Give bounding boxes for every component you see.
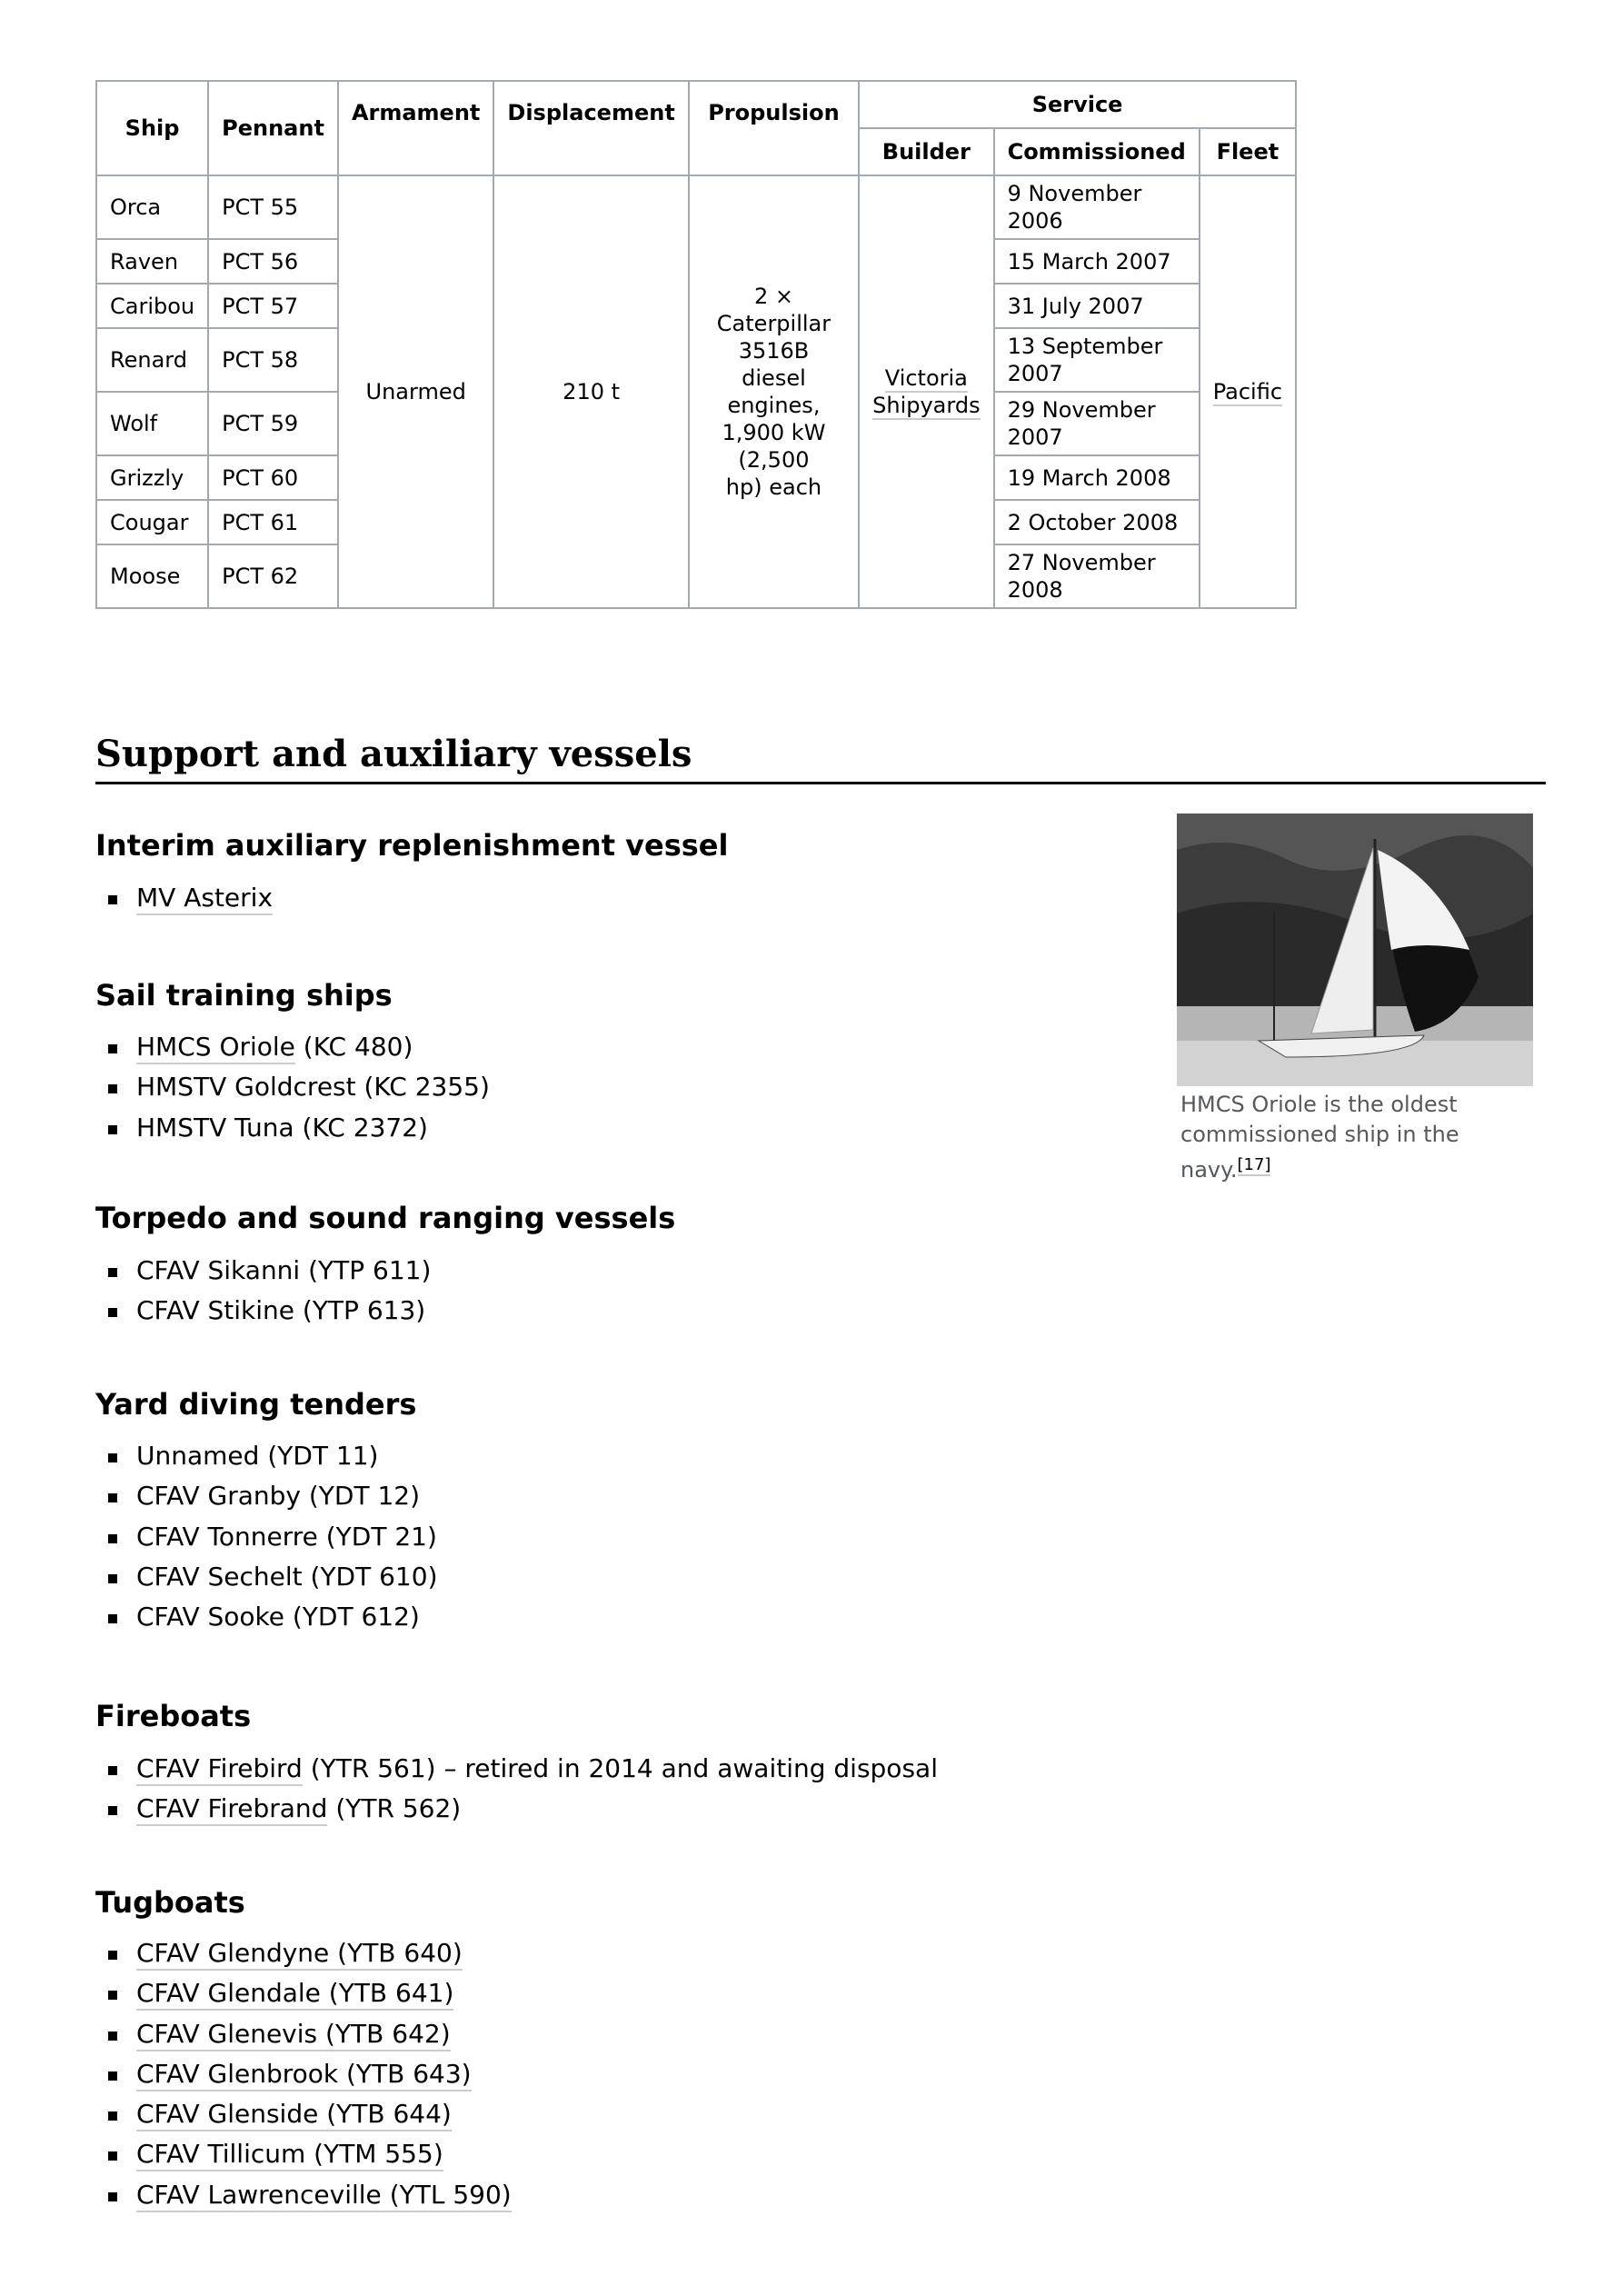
subheading-sail-training: Sail training ships: [95, 978, 393, 1013]
list-item: [136, 1108, 490, 1148]
pennant-cell: PCT 60: [208, 455, 338, 500]
bullet-icon: [108, 1308, 117, 1317]
builder-cell: [859, 175, 993, 608]
armament-cell: Unarmed: [338, 175, 493, 608]
subheading-tugboats: Tugboats: [95, 1885, 245, 1920]
commissioned-cell: 13 September 2007: [994, 328, 1200, 392]
ship-name-cell: Raven: [96, 239, 208, 284]
vessel-link[interactable]: CFAV Firebrand: [136, 1793, 327, 1826]
list-item: [136, 1749, 938, 1789]
bullet-icon: [108, 1453, 117, 1462]
list-diving-tenders: [136, 1436, 438, 1637]
ship-name-cell: Orca: [96, 175, 208, 239]
bullet-icon: [108, 2151, 117, 2161]
displacement-cell: 210 t: [493, 175, 688, 608]
list-item: [136, 1476, 438, 1516]
list-item: [136, 1973, 512, 2013]
header-propulsion: Propulsion: [689, 81, 859, 175]
list-sail-training: [136, 1027, 490, 1148]
vessel-text: Unnamed (YDT 11): [136, 1441, 379, 1471]
list-fireboats: [136, 1749, 938, 1830]
vessel-text: CFAV Sechelt (YDT 610): [136, 1561, 438, 1592]
vessel-text: (YTR 561) – retired in 2014 and awaiting disposal: [302, 1753, 938, 1783]
list-item: [136, 1517, 438, 1557]
header-ship: Ship: [96, 81, 208, 175]
vessel-text: HMSTV Tuna (KC 2372): [136, 1112, 428, 1143]
bullet-icon: [108, 1534, 117, 1543]
bullet-icon: [108, 1991, 117, 2000]
vessel-link[interactable]: CFAV Glendyne (YTB 640): [136, 1938, 463, 1971]
fleet-link[interactable]: Pacific: [1212, 379, 1283, 404]
commissioned-cell: 19 March 2008: [994, 455, 1200, 500]
bullet-icon: [108, 1044, 117, 1053]
list-item: [136, 1597, 438, 1637]
list-item: [136, 2054, 512, 2094]
list-item: [136, 2014, 512, 2054]
bullet-icon: [108, 1951, 117, 1960]
citation-link[interactable]: [17]: [1237, 1155, 1271, 1174]
pennant-cell: PCT 59: [208, 392, 338, 455]
pennant-cell: PCT 56: [208, 239, 338, 284]
list-item: [136, 2094, 512, 2134]
bullet-icon: [108, 1125, 117, 1134]
caption-text: HMCS Oriole is the oldest commissioned ship in the navy.: [1180, 1092, 1459, 1183]
vessel-link[interactable]: CFAV Lawrenceville (YTL 590): [136, 2180, 512, 2212]
ship-name-cell: Wolf: [96, 392, 208, 455]
pennant-cell: PCT 62: [208, 544, 338, 608]
header-fleet: Fleet: [1200, 128, 1296, 175]
pennant-cell: PCT 61: [208, 500, 338, 544]
vessel-link[interactable]: CFAV Glenside (YTB 644): [136, 2099, 452, 2131]
bullet-icon: [108, 1766, 117, 1775]
vessel-text: CFAV Granby (YDT 12): [136, 1481, 421, 1512]
bullet-icon: [108, 895, 117, 904]
list-item: [136, 1067, 490, 1107]
bullet-icon: [108, 1806, 117, 1815]
commissioned-cell: 29 November 2007: [994, 392, 1200, 455]
fleet-cell: [1200, 175, 1296, 608]
bullet-icon: [108, 1084, 117, 1093]
propulsion-cell: 2 × Caterpillar 3516B diesel engines, 1,900 kW (2,500 hp) each: [689, 175, 859, 608]
vessel-text: (YTR 562): [327, 1793, 462, 1824]
subheading-fireboats: Fireboats: [95, 1699, 252, 1733]
bullet-icon: [108, 1614, 117, 1623]
list-item: [136, 1027, 490, 1067]
header-armament: Armament: [338, 81, 493, 175]
vessel-text: (KC 480): [294, 1032, 413, 1062]
list-replenishment: [136, 878, 273, 918]
vessel-link[interactable]: CFAV Glenbrook (YTB 643): [136, 2059, 472, 2091]
vessel-link[interactable]: CFAV Tillicum (YTM 555): [136, 2139, 443, 2171]
bullet-icon: [108, 1493, 117, 1502]
list-item: [136, 2175, 512, 2215]
list-item: [136, 878, 273, 918]
ship-name-cell: Cougar: [96, 500, 208, 544]
commissioned-cell: 9 November 2006: [994, 175, 1200, 239]
list-item: [136, 1436, 438, 1476]
subheading-replenishment: Interim auxiliary replenishment vessel: [95, 828, 729, 863]
bullet-icon: [108, 1574, 117, 1583]
bullet-icon: [108, 2111, 117, 2121]
table-row: [96, 175, 1296, 239]
figure-oriole: [1177, 814, 1533, 1185]
list-tugboats: [136, 1933, 512, 2215]
list-item: [136, 1291, 431, 1331]
vessel-text: CFAV Sooke (YDT 612): [136, 1602, 420, 1632]
vessel-text: CFAV Sikanni (YTP 611): [136, 1255, 432, 1285]
article-page: [95, 0, 1546, 2296]
vessel-text: CFAV Tonnerre (YDT 21): [136, 1521, 437, 1552]
header-service: Service: [859, 81, 1296, 128]
bullet-icon: [108, 2192, 117, 2201]
bullet-icon: [108, 2031, 117, 2041]
builder-link[interactable]: Victoria Shipyards: [872, 365, 981, 418]
vessel-text: CFAV Stikine (YTP 613): [136, 1295, 426, 1326]
figure-caption: [1177, 1090, 1480, 1185]
ship-name-cell: Renard: [96, 328, 208, 392]
commissioned-cell: 15 March 2007: [994, 239, 1200, 284]
commissioned-cell: 31 July 2007: [994, 284, 1200, 328]
section-heading: Support and auxiliary vessels: [95, 727, 1546, 784]
vessel-link[interactable]: MV Asterix: [136, 883, 273, 915]
list-torpedo-ranging: [136, 1251, 431, 1332]
header-pennant: Pennant: [208, 81, 338, 175]
vessel-link[interactable]: CFAV Glendale (YTB 641): [136, 1978, 453, 2011]
list-item: [136, 1251, 431, 1291]
ship-table: [95, 80, 1297, 609]
oriole-photo[interactable]: [1177, 814, 1533, 1086]
sailboat-image: [1177, 814, 1533, 1086]
pennant-cell: PCT 57: [208, 284, 338, 328]
vessel-link[interactable]: HMCS Oriole: [136, 1032, 295, 1064]
bullet-icon: [108, 1268, 117, 1277]
commissioned-cell: 2 October 2008: [994, 500, 1200, 544]
pennant-cell: PCT 55: [208, 175, 338, 239]
header-displacement: Displacement: [493, 81, 688, 175]
ship-name-cell: Caribou: [96, 284, 208, 328]
subheading-diving-tenders: Yard diving tenders: [95, 1387, 417, 1422]
header-builder: Builder: [859, 128, 993, 175]
bullet-icon: [108, 2071, 117, 2081]
list-item: [136, 1789, 938, 1829]
subheading-torpedo-ranging: Torpedo and sound ranging vessels: [95, 1201, 676, 1235]
vessel-link[interactable]: CFAV Glenevis (YTB 642): [136, 2019, 451, 2051]
header-commissioned: Commissioned: [994, 128, 1200, 175]
vessel-link[interactable]: CFAV Firebird: [136, 1753, 303, 1786]
ship-name-cell: Grizzly: [96, 455, 208, 500]
list-item: [136, 1557, 438, 1597]
vessel-text: HMSTV Goldcrest (KC 2355): [136, 1072, 490, 1103]
list-item: [136, 2134, 512, 2174]
list-item: [136, 1933, 512, 1973]
commissioned-cell: 27 November 2008: [994, 544, 1200, 608]
pennant-cell: PCT 58: [208, 328, 338, 392]
ship-name-cell: Moose: [96, 544, 208, 608]
